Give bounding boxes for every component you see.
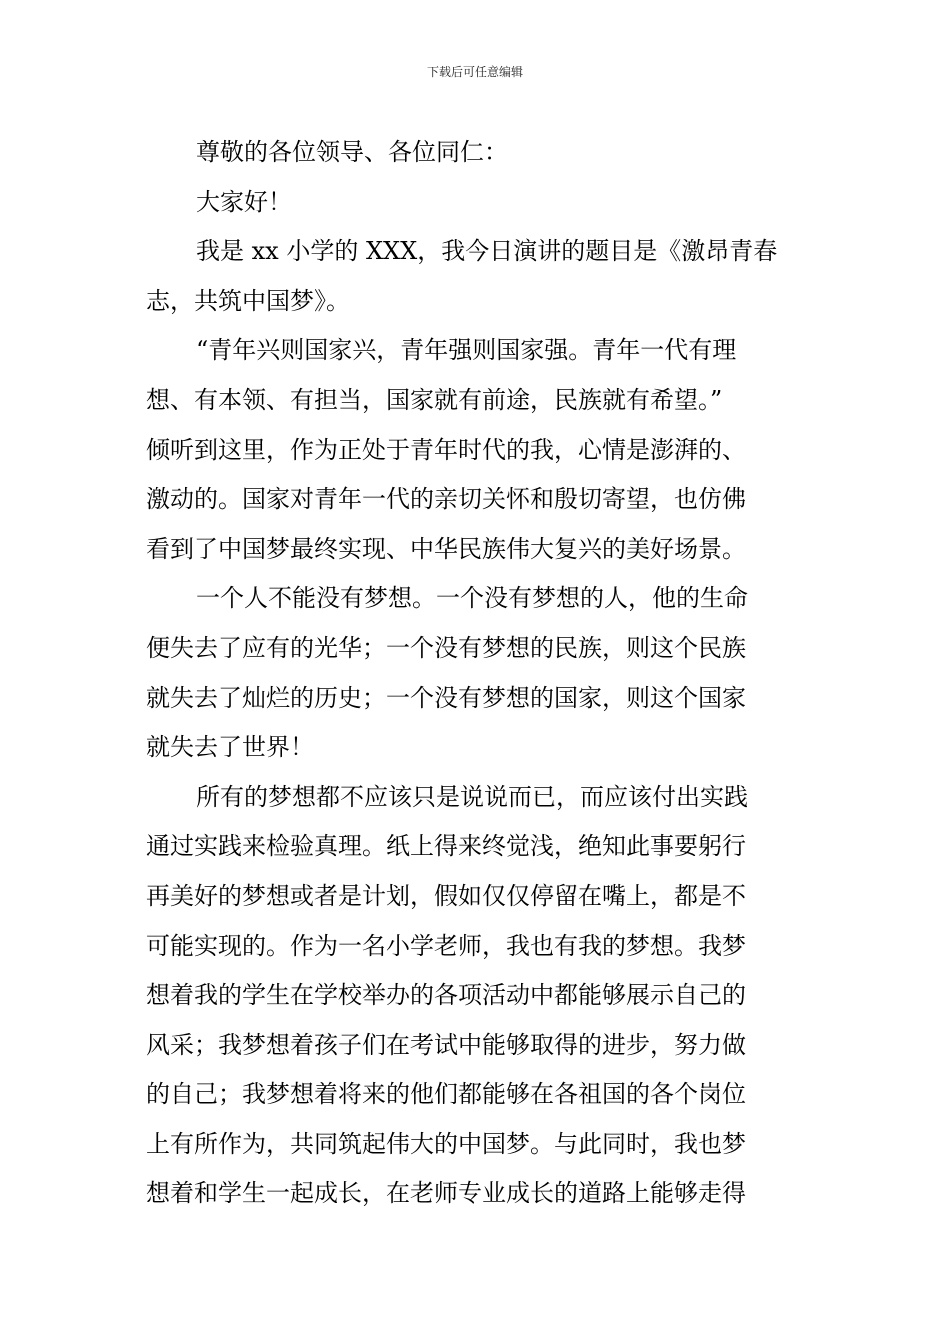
text-line: 风采；我梦想着孩子们在考试中能够取得的进步，努力做 xyxy=(146,1030,746,1059)
text-line: 再美好的梦想或者是计划，假如仅仅停留在嘴上，都是不 xyxy=(146,881,746,910)
text-line: 就失去了灿烂的历史；一个没有梦想的国家，则这个国家 xyxy=(146,683,746,712)
text-line: 志，共筑中国梦》。 xyxy=(146,286,350,315)
page-header-note: 下载后可任意编辑 xyxy=(426,65,523,79)
text-line: 想、有本领、有担当，国家就有前途，民族就有希望。” xyxy=(146,385,723,414)
text-line: 便失去了应有的光华；一个没有梦想的民族，则这个民族 xyxy=(146,633,746,662)
text-line: 我是 xx 小学的 XXX，我今日演讲的题目是《激昂青春 xyxy=(196,237,778,266)
text-line: “青年兴则国家兴，青年强则国家强。青年一代有理 xyxy=(196,336,737,365)
text-line: 想着我的学生在学校举办的各项活动中都能够展示自己的 xyxy=(146,981,746,1010)
text-line: 看到了中国梦最终实现、中华民族伟大复兴的美好场景。 xyxy=(146,534,746,563)
text-line: 可能实现的。作为一名小学老师，我也有我的梦想。我梦 xyxy=(146,931,746,960)
text-line: 的自己；我梦想着将来的他们都能够在各祖国的各个岗位 xyxy=(146,1080,746,1109)
text-line: 激动的。国家对青年一代的亲切关怀和殷切寄望，也仿佛 xyxy=(146,485,746,514)
text-line: 大家好！ xyxy=(196,187,292,216)
text-line: 就失去了世界！ xyxy=(146,733,314,762)
text-line: 想着和学生一起成长，在老师专业成长的道路上能够走得 xyxy=(146,1179,746,1208)
text-line: 上有所作为，共同筑起伟大的中国梦。与此同时，我也梦 xyxy=(146,1129,746,1158)
text-line: 所有的梦想都不应该只是说说而已，而应该付出实践 xyxy=(196,782,748,811)
text-line: 倾听到这里，作为正处于青年时代的我，心情是澎湃的、 xyxy=(146,435,746,464)
document-body xyxy=(146,128,806,1219)
text-line: 一个人不能没有梦想。一个没有梦想的人，他的生命 xyxy=(196,584,748,613)
text-line: 通过实践来检验真理。纸上得来终觉浅，绝知此事要躬行 xyxy=(146,832,746,861)
text-line: 尊敬的各位领导、各位同仁： xyxy=(196,138,508,166)
